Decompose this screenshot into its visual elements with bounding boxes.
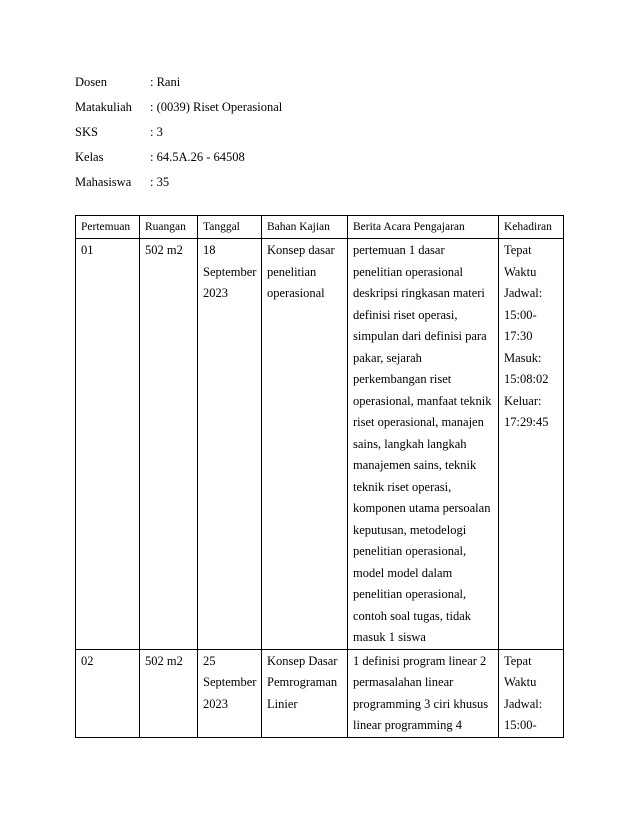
info-label: Dosen — [75, 75, 107, 89]
info-label: Mahasiswa — [75, 175, 132, 189]
header-kehadiran: Kehadiran — [499, 216, 564, 239]
cell-bahan-kajian: Konsep dasar penelitian operasional — [262, 239, 348, 650]
header-bahan-kajian: Bahan Kajian — [262, 216, 348, 239]
header-tanggal: Tanggal — [198, 216, 262, 239]
header-berita-acara: Berita Acara Pengajaran — [348, 216, 499, 239]
cell-ruangan: 502 m2 — [140, 239, 198, 650]
info-label: Matakuliah — [75, 100, 132, 114]
info-label: SKS — [75, 125, 98, 139]
info-row-kelas — [75, 145, 282, 170]
info-value: : 64.5A.26 - 64508 — [150, 150, 245, 164]
table-header-row — [76, 216, 564, 239]
cell-kehadiran: Tepat Waktu Jadwal: 15:00- — [499, 649, 564, 737]
info-row-mahasiswa — [75, 170, 282, 195]
cell-pertemuan: 02 — [76, 649, 140, 737]
table-row — [76, 649, 564, 737]
cell-berita-acara: pertemuan 1 dasar penelitian operasional deskripsi ringkasan materi definisi riset operasi, simpulan dari definisi para pakar, sejarah perkembangan riset operasional, manfaat teknik riset operasional, manajen sains, langkah langkah manajemen sains, teknik teknik riset operasi, komponen utama persoalan keputusan, metodelogi penelitian operasional, model model dalam penelitian operasional, contoh soal tugas, tidak masuk 1 siswa — [348, 239, 499, 650]
info-value: : (0039) Riset Operasional — [150, 100, 283, 114]
info-row-sks — [75, 120, 282, 145]
header-ruangan: Ruangan — [140, 216, 198, 239]
cell-tanggal: 25 September 2023 — [198, 649, 262, 737]
cell-berita-acara: 1 definisi program linear 2 permasalahan linear programming 3 ciri khusus linear programming 4 — [348, 649, 499, 737]
info-value: : Rani — [150, 75, 181, 89]
cell-bahan-kajian: Konsep Dasar Pemrograman Linier — [262, 649, 348, 737]
info-value: : 35 — [150, 175, 170, 189]
cell-kehadiran: Tepat Waktu Jadwal: 15:00-17:30 Masuk: 15:08:02 Keluar: 17:29:45 — [499, 239, 564, 650]
cell-pertemuan: 01 — [76, 239, 140, 650]
cell-tanggal: 18 September 2023 — [198, 239, 262, 650]
info-value: : 3 — [150, 125, 163, 139]
cell-ruangan: 502 m2 — [140, 649, 198, 737]
table-row — [76, 239, 564, 650]
info-row-dosen — [75, 70, 282, 95]
course-info — [75, 70, 282, 195]
header-pertemuan: Pertemuan — [76, 216, 140, 239]
info-row-matakuliah — [75, 95, 282, 120]
meeting-log-table — [75, 215, 564, 738]
info-label: Kelas — [75, 150, 104, 164]
